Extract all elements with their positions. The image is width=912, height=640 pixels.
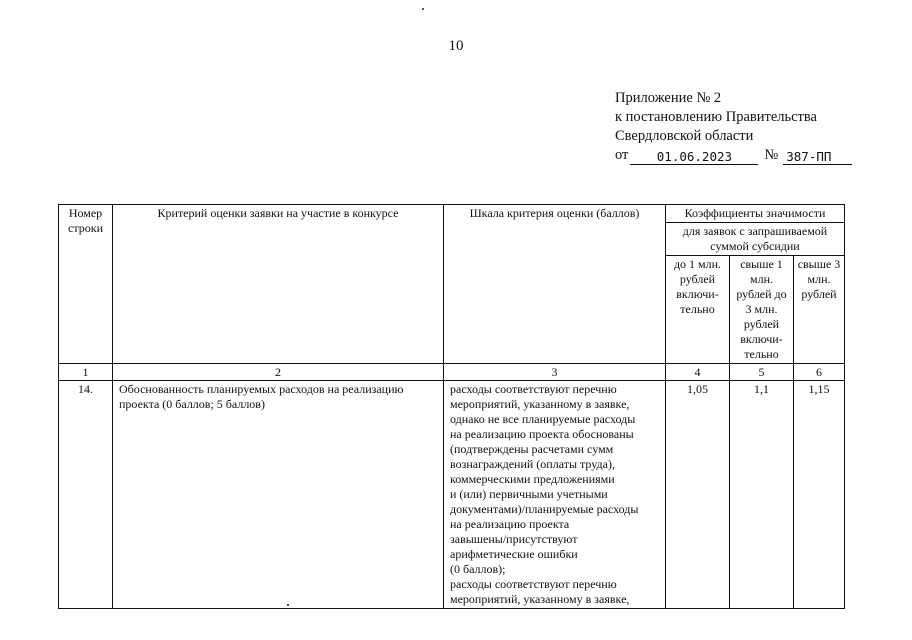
from-label: от — [615, 147, 629, 163]
column-number: 1 — [59, 364, 113, 381]
resolution-number: 387-ПП — [783, 150, 852, 165]
header-coefficients-sub: для заявок с запрашиваемой суммой субсидии — [666, 223, 845, 256]
column-number: 6 — [794, 364, 845, 381]
scale-line: вознаграждений (оплаты труда), — [450, 457, 615, 471]
row-number-cell: 14. — [59, 381, 113, 609]
scale-line: на реализацию проекта обоснованы — [450, 427, 634, 441]
column-number: 5 — [730, 364, 794, 381]
appendix-title: Приложение № 2 — [615, 90, 722, 106]
criterion-cell: Обоснованность планируемых расходов на реализацию проекта (0 баллов; 5 баллов) — [113, 381, 444, 609]
coef-up-to-1m-cell: 1,05 — [666, 381, 730, 609]
scale-line: однако не все планируемые расходы — [450, 412, 636, 426]
scale-line: (подтверждены расчетами сумм — [450, 442, 614, 456]
scale-line: (0 баллов); — [450, 562, 506, 576]
resolution-date: 01.06.2023 — [630, 150, 758, 165]
column-number-row — [59, 364, 845, 381]
coef-over-3m-cell: 1,15 — [794, 381, 845, 609]
header-col-up-to-1m: до 1 млн. рублей включи-тельно — [666, 256, 730, 364]
table-header-row — [59, 205, 845, 223]
header-criterion: Критерий оценки заявки на участие в конкурсе — [113, 205, 444, 364]
coef-1m-to-3m-cell: 1,1 — [730, 381, 794, 609]
scale-cell — [444, 381, 666, 609]
scale-line: расходы соответствуют перечню — [450, 577, 617, 591]
page-number: 10 — [448, 38, 464, 54]
scale-line: документами)/планируемые расходы — [450, 502, 639, 516]
header-row-number: Номер строки — [59, 205, 113, 364]
appendix-resolution-line: к постановлению Правительства — [615, 109, 817, 125]
scan-speck — [422, 8, 424, 10]
criteria-table — [58, 204, 845, 609]
column-number: 4 — [666, 364, 730, 381]
column-number: 2 — [113, 364, 444, 381]
header-col-1m-to-3m: свыше 1 млн. рублей до 3 млн. рублей включи-тельно — [730, 256, 794, 364]
scale-line: завышены/присутствуют — [450, 532, 578, 546]
appendix-region-line: Свердловской области — [615, 128, 754, 144]
scale-line: на реализацию проекта — [450, 517, 570, 531]
number-label: № — [764, 147, 779, 163]
table-row — [59, 381, 845, 609]
scale-line: мероприятий, указанному в заявке, — [450, 592, 630, 606]
scale-line: расходы соответствуют перечню — [450, 382, 617, 396]
header-coefficients: Коэффициенты значимости — [666, 205, 845, 223]
scale-line: и (или) первичными учетными — [450, 487, 608, 501]
scale-line: мероприятий, указанному в заявке, — [450, 397, 630, 411]
column-number: 3 — [444, 364, 666, 381]
header-col-over-3m: свыше 3 млн. рублей — [794, 256, 845, 364]
scale-line: коммерческими предложениями — [450, 472, 615, 486]
header-scale: Шкала критерия оценки (баллов) — [444, 205, 666, 364]
scale-line: арифметические ошибки — [450, 547, 578, 561]
appendix-header — [615, 89, 852, 165]
appendix-date-number-line — [615, 146, 852, 165]
